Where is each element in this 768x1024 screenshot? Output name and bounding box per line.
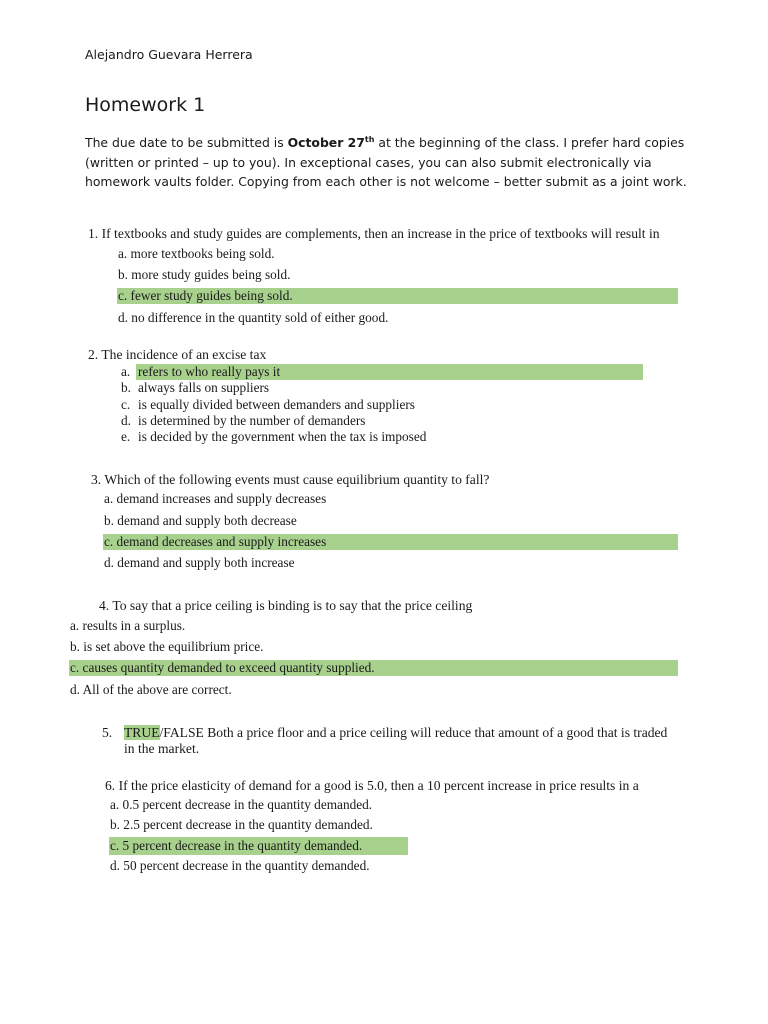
question-5-text-line2: in the market. [124, 741, 200, 756]
author-name: Alejandro Guevara Herrera [85, 47, 253, 62]
question-6-option-d: d. 50 percent decrease in the quantity demanded. [110, 858, 370, 873]
question-2-text: 2. The incidence of an excise tax [88, 347, 267, 362]
question-6-option-a: a. 0.5 percent decrease in the quantity demanded. [110, 797, 373, 812]
question-6-text: 6. If the price elasticity of demand for a good is 5.0, then a 10 percent increase in price results in a [105, 778, 639, 793]
question-2-letter-b: b. [121, 380, 131, 395]
question-1-option-a: a. more textbooks being sold. [118, 246, 275, 261]
question-3-option-b: b. demand and supply both decrease [104, 513, 297, 528]
question-4-option-d: d. All of the above are correct. [70, 682, 232, 697]
question-2-option-e: is decided by the government when the tax is imposed [138, 429, 427, 444]
question-4-option-c: c. causes quantity demanded to exceed quantity supplied. [70, 660, 375, 675]
question-2-letter-a: a. [121, 364, 131, 379]
question-3-text: 3. Which of the following events must cause equilibrium quantity to fall? [91, 472, 490, 487]
question-1-text: 1. If textbooks and study guides are complements, then an increase in the price of textbooks will result in [88, 226, 660, 241]
question-6-option-c: c. 5 percent decrease in the quantity demanded. [110, 838, 363, 853]
intro-text-1: The due date to be submitted is [85, 135, 288, 151]
question-4-text: 4. To say that a price ceiling is binding is to say that the price ceiling [99, 598, 473, 613]
question-6-option-b: b. 2.5 percent decrease in the quantity demanded. [110, 817, 373, 832]
question-1-option-d: d. no difference in the quantity sold of either good. [118, 310, 389, 325]
question-3-option-c: c. demand decreases and supply increases [104, 534, 327, 549]
question-2-letter-c: c. [121, 397, 131, 412]
true-answer-highlight: TRUE [124, 725, 160, 740]
question-2-letter-e: e. [121, 429, 131, 444]
question-2-letter-d: d. [121, 413, 131, 428]
question-1-option-c: c. fewer study guides being sold. [118, 288, 293, 303]
question-5-number: 5. [102, 725, 113, 740]
question-5-statement: /FALSE Both a price floor and a price ceiling will reduce that amount of a good that is traded [159, 725, 668, 740]
intro-text-2: at the beginning of the class. I prefer hard copies (written or printed – up to you). In exceptional cases, you can also submit electronically via homework vaults folder. Copying from each other is not welcome – better submit as a joint work. [85, 135, 687, 190]
question-2-option-b: always falls on suppliers [138, 380, 270, 395]
question-3-option-a: a. demand increases and supply decreases [104, 491, 327, 506]
question-2-option-a: refers to who really pays it [138, 364, 281, 379]
question-4-option-b: b. is set above the equilibrium price. [70, 639, 264, 654]
question-4-option-a: a. results in a surplus. [70, 618, 186, 633]
question-3-option-d: d. demand and supply both increase [104, 555, 295, 570]
question-2-option-d: is determined by the number of demanders [138, 413, 366, 428]
due-date: October 27th [287, 135, 375, 151]
question-1-option-b: b. more study guides being sold. [118, 267, 291, 282]
question-5-text [124, 725, 667, 741]
intro-paragraph [85, 130, 695, 192]
question-2-option-c: is equally divided between demanders and suppliers [138, 397, 415, 412]
page-title: Homework 1 [85, 94, 206, 116]
